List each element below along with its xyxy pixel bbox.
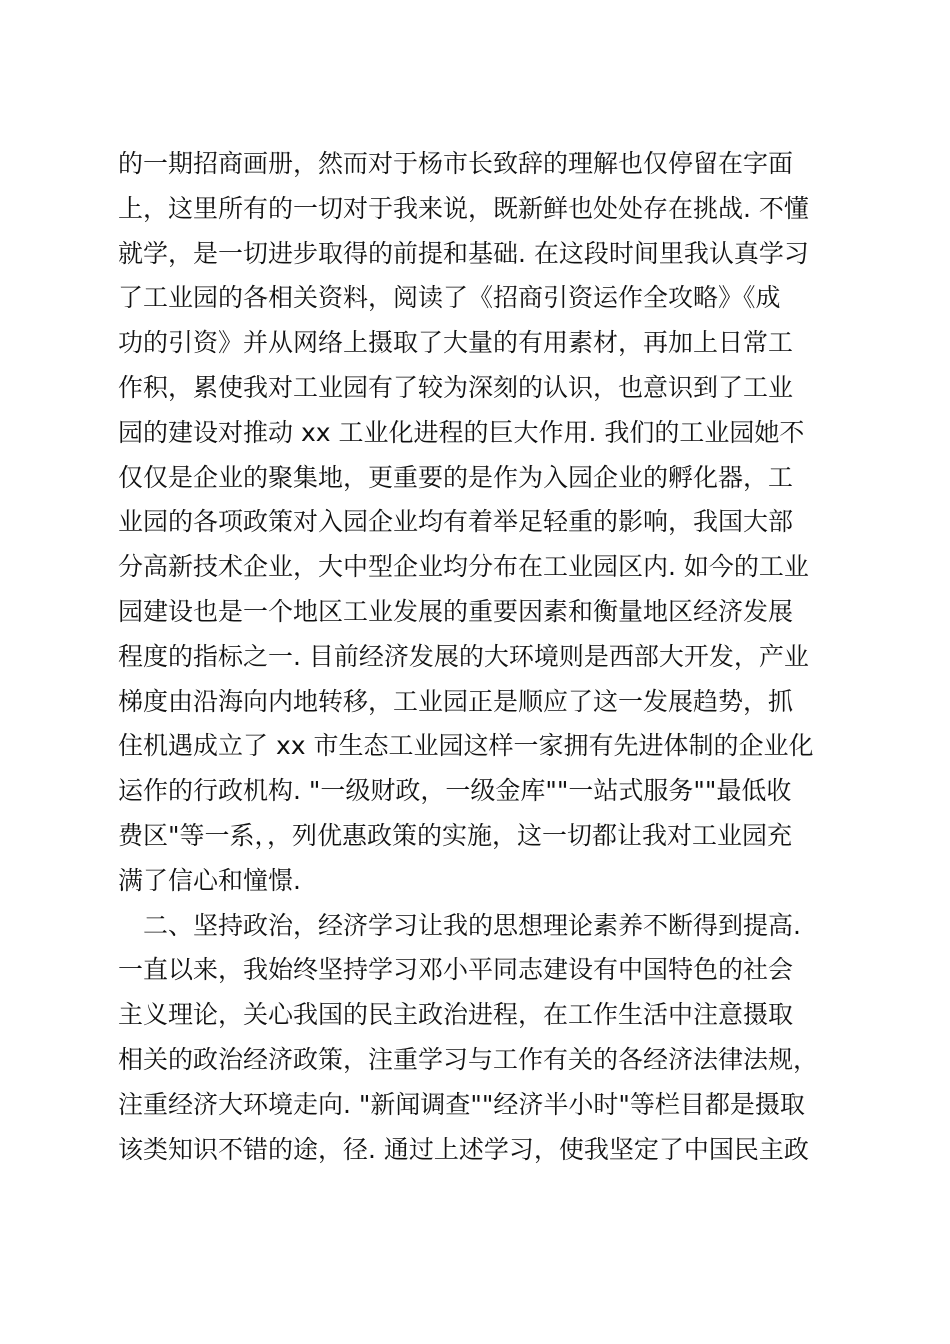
text-line: 相关的政治经济政策，注重学习与工作有关的各经济法律法规， xyxy=(118,1044,819,1074)
text-line: 了工业园的各相关资料，阅读了《招商引资运作全攻略》《成 xyxy=(118,283,781,313)
text-line: 注重经济大环境走向. "新闻调查""经济半小时"等栏目都是摄取 xyxy=(118,1089,805,1119)
text-line: 梯度由沿海向内地转移，工业园正是顺应了这一发展趋势，抓 xyxy=(118,686,794,716)
text-line: 业园的各项政策对入园企业均有着举足轻重的影响，我国大部 xyxy=(118,507,794,537)
text-line: 上，这里所有的一切对于我来说，既新鲜也处处存在挑战. 不懂 xyxy=(118,193,809,223)
text-line: 满了信心和憧憬. xyxy=(118,865,301,895)
text-line: 作积，累使我对工业园有了较为深刻的认识，也意识到了工业 xyxy=(118,372,794,402)
text-line: 功的引资》并从网络上摄取了大量的有用素材，再加上日常工 xyxy=(118,328,794,358)
text-line: 住机遇成立了 xx 市生态工业园这样一家拥有先进体制的企业化 xyxy=(118,731,814,761)
text-line: 费区"等一系，，列优惠政策的实施，这一切都让我对工业园充 xyxy=(118,820,793,850)
text-line: 仅仅是企业的聚集地，更重要的是作为入园企业的孵化器，工 xyxy=(118,462,794,492)
body-text xyxy=(118,142,848,1172)
text-line: 该类知识不错的途，径. 通过上述学习，使我坚定了中国民主政 xyxy=(118,1134,809,1164)
text-line: 的一期招商画册，然而对于杨市长致辞的理解也仅停留在字面 xyxy=(118,149,794,178)
text-line: 分高新技术企业，大中型企业均分布在工业园区内. 如今的工业 xyxy=(118,552,809,582)
text-line: 主义理论，关心我国的民主政治进程，在工作生活中注意摄取 xyxy=(118,1000,794,1030)
text-line: 程度的指标之一. 目前经济发展的大环境则是西部大开发，产业 xyxy=(118,641,809,671)
text-line: 园的建设对推动 xx 工业化进程的巨大作用. 我们的工业园她不 xyxy=(118,417,805,447)
section-heading-line: 二、坚持政治，经济学习让我的思想理论素养不断得到提高. xyxy=(118,910,801,940)
text-line: 就学，是一切进步取得的前提和基础. 在这段时间里我认真学习 xyxy=(118,238,809,268)
text-line: 园建设也是一个地区工业发展的重要因素和衡量地区经济发展 xyxy=(118,596,794,626)
text-line: 一直以来，我始终坚持学习邓小平同志建设有中国特色的社会 xyxy=(118,955,794,985)
text-line: 运作的行政机构. "一级财政，一级金库""一站式服务""最低收 xyxy=(118,776,792,806)
